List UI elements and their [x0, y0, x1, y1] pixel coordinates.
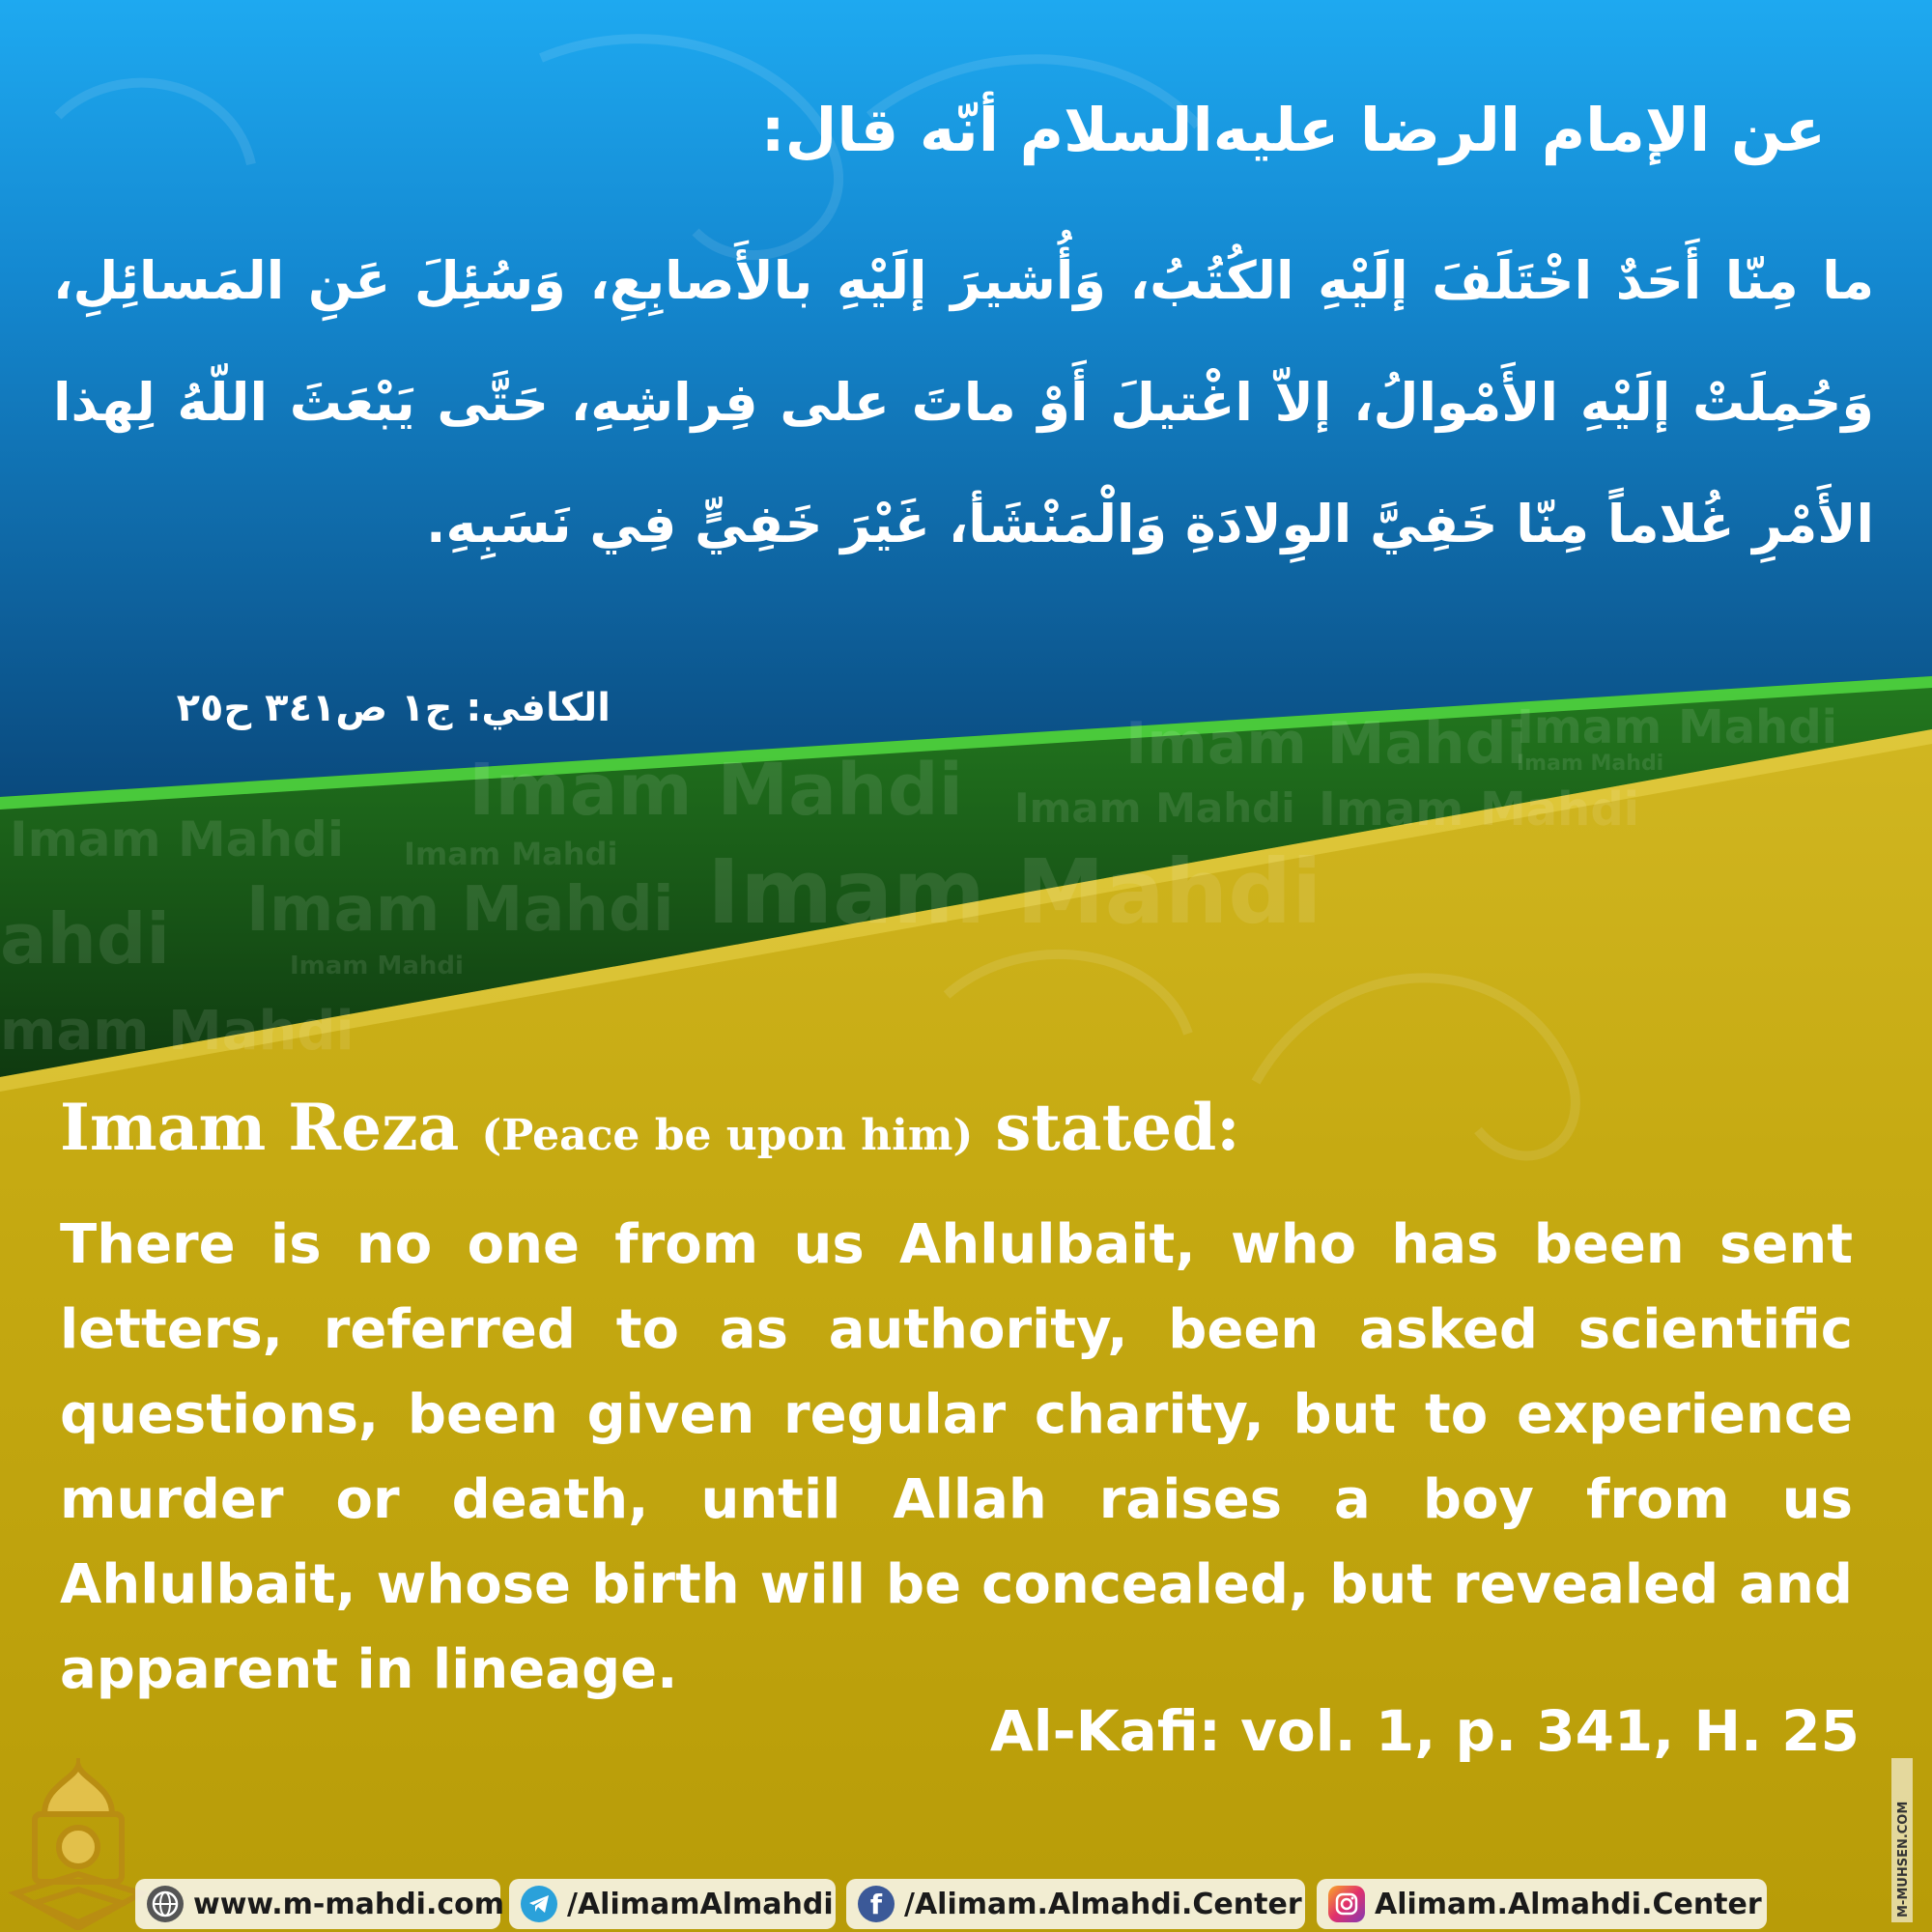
watermark-text: Imam Mahdi: [1125, 710, 1527, 778]
title-verb: stated:: [995, 1090, 1240, 1165]
side-watermark: [1891, 1758, 1913, 1922]
website-link[interactable]: [135, 1879, 505, 1929]
honorific: (Peace be upon him): [481, 1111, 974, 1160]
watermark-text: Imam Mahdi: [1517, 700, 1838, 754]
watermark-text: Imam Mahdi: [246, 874, 674, 946]
arabic-quote: ما مِنّا أَحَدٌ اخْتَلَفَ إلَيْهِ الكُتُبُ، وَأُشيرَ إلَيْهِ بالأَصابِعِ، وَسُئِلَ عَنِ المَسائِلِ، وَحُمِلَتْ إلَيْهِ الأَمْوالُ، إلاّ اغْتيلَ أَوْ ماتَ على فِراشِهِ، حَتَّى يَبْعَثَ اللّهُ لِهذا الأَمْرِ غُلاماً مِنّا خَفِيَّ الوِلادَةِ وَالْمَنْشَأ، غَيْرَ خَفِيٍّ فِي نَسَبِهِ.: [53, 250, 1874, 554]
english-title: [60, 1090, 1240, 1165]
telegram-text: /AlimamAlmahdi: [567, 1887, 834, 1921]
watermark-text: Imam Mahdi: [707, 840, 1322, 944]
telegram-icon: [521, 1886, 557, 1922]
side-mark-text: M-MUHSEN.COM: [1896, 1801, 1911, 1918]
telegram-link[interactable]: [509, 1879, 836, 1929]
facebook-icon: f: [858, 1886, 895, 1922]
instagram-link[interactable]: [1317, 1879, 1767, 1929]
arabic-heading: عن الإمام الرضا عليه‌السلام أنّه قال:: [760, 95, 1826, 165]
instagram-text: Alimam.Almahdi.Center: [1375, 1887, 1762, 1921]
watermark-text: Imam Mahdi: [404, 836, 618, 872]
watermark-text: Imam Mahdi: [1014, 784, 1295, 832]
instagram-icon: [1328, 1886, 1365, 1922]
website-text: www.m-mahdi.com: [193, 1887, 505, 1921]
globe-icon: [147, 1886, 184, 1922]
watermark-text: Imam Mahdi: [1517, 752, 1664, 776]
watermark-text: ahdi: [0, 898, 171, 980]
facebook-link[interactable]: [846, 1879, 1305, 1929]
watermark-text: Imam Mahdi: [469, 749, 964, 832]
speaker-name: Imam Reza: [60, 1090, 460, 1165]
watermark-text: Imam Mahdi: [1319, 782, 1640, 837]
english-quote: There is no one from us Ahlulbait, who has been sent letters, referred to as authority, been asked scientific questions, been given regular charity, but to experience murder or death, until Allah raises a boy from us Ahlulbait, whose birth will be concealed, but revealed and apparent in lineage.: [60, 1213, 1853, 1701]
watermark-text: Imam Mahdi: [290, 952, 464, 980]
english-source: Al-Kafi: vol. 1, p. 341, H. 25: [989, 1698, 1860, 1764]
facebook-text: /Alimam.Almahdi.Center: [904, 1887, 1302, 1921]
arabic-source: الكافي: ج١ ص٣٤١ ح٢٥: [176, 686, 611, 730]
watermark-text: Imam Mahdi: [10, 811, 344, 867]
dome-logo: [6, 1758, 151, 1930]
watermark-text: mam Mahdi: [0, 1000, 355, 1063]
